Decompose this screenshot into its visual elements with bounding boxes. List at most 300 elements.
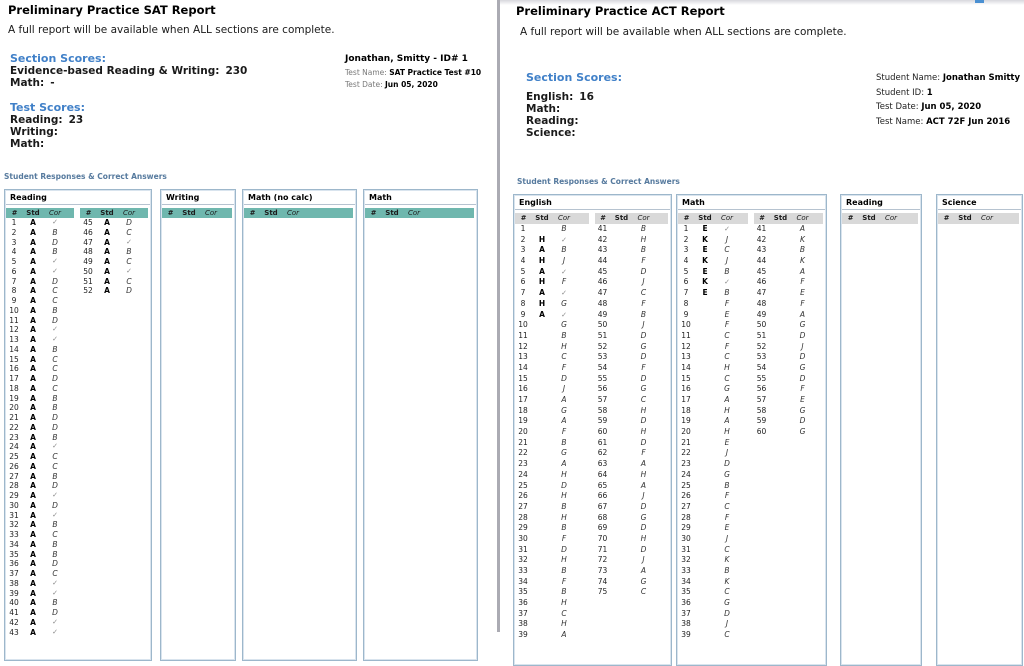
- correct-answer: C: [724, 501, 730, 511]
- correct-answer: D: [799, 373, 806, 383]
- student-answer: E: [702, 288, 708, 298]
- student-answer: A: [30, 559, 36, 569]
- correct-answer: J: [725, 533, 729, 543]
- answer-column-group: [80, 208, 148, 296]
- answer-row: [754, 384, 824, 395]
- answer-row: [754, 363, 824, 374]
- student-answer: [611, 384, 633, 395]
- correct-answer: B: [52, 471, 58, 481]
- question-number: 47: [756, 288, 767, 298]
- answer-row: [595, 587, 669, 598]
- student-answer: [531, 566, 553, 577]
- correct-answer: A: [561, 416, 567, 426]
- correct-answer: J: [725, 448, 729, 458]
- column-header: #: [683, 214, 689, 222]
- sat-report-note: A full report will be available when ALL sections are complete.: [8, 24, 335, 36]
- student-answer: A: [539, 288, 545, 298]
- question-number: 33: [681, 566, 691, 575]
- student-answer: [531, 374, 553, 385]
- table-title: Reading: [6, 191, 150, 205]
- correct-answer: K: [800, 256, 805, 266]
- question-number: 39: [518, 630, 528, 640]
- answer-row: [6, 423, 74, 433]
- answer-row: [678, 513, 748, 524]
- correct-answer: C: [52, 530, 58, 539]
- correct-answer: C: [724, 352, 730, 362]
- question-number: 50: [597, 320, 608, 330]
- column-header: Cor: [286, 209, 300, 217]
- answer-row: [515, 438, 589, 449]
- student-answer: [611, 245, 633, 256]
- column-header: Cor: [204, 209, 218, 217]
- test-name-line: [345, 67, 481, 79]
- answer-row: [595, 256, 669, 267]
- answer-row: [6, 462, 74, 472]
- answer-row: [595, 310, 669, 321]
- question-number: 32: [9, 520, 19, 530]
- student-answer: A: [30, 549, 36, 559]
- correct-answer: D: [640, 523, 647, 533]
- answer-row: [6, 218, 74, 228]
- student-answer: A: [30, 403, 36, 413]
- act-math-table: [676, 194, 827, 666]
- answer-row: [595, 545, 669, 556]
- student-answer: [694, 481, 716, 492]
- correct-answer: J: [801, 341, 804, 351]
- student-answer: A: [30, 491, 36, 500]
- question-number: 6: [11, 266, 17, 276]
- question-number: 60: [756, 427, 767, 437]
- student-answer: [770, 320, 792, 331]
- act-report-title: Preliminary Practice ACT Report: [516, 4, 725, 18]
- sat-test-score-math: [10, 138, 50, 150]
- answer-row: [80, 218, 148, 228]
- table-title: Reading: [842, 196, 920, 210]
- info-value: 1: [926, 87, 933, 98]
- correct-answer: J: [725, 234, 729, 244]
- student-answer: [531, 470, 553, 481]
- question-number: 7: [520, 288, 526, 298]
- question-number: 29: [518, 523, 528, 533]
- student-answer: A: [30, 461, 36, 471]
- student-answer: [694, 609, 716, 620]
- correct-answer: H: [640, 469, 647, 479]
- question-number: 21: [518, 437, 528, 447]
- student-answer: [611, 459, 633, 470]
- sat-test-scores-heading: Test Scores:: [10, 101, 85, 114]
- column-header-row: [678, 213, 748, 224]
- answer-row: [754, 288, 824, 299]
- correct-answer: B: [799, 245, 806, 255]
- answer-row: [6, 238, 74, 248]
- correct-answer: D: [52, 608, 58, 617]
- student-answer: A: [30, 296, 36, 305]
- question-number: 24: [9, 442, 19, 452]
- student-answer: [531, 384, 553, 395]
- answer-row: [595, 577, 669, 588]
- answer-row: [595, 502, 669, 513]
- student-answer: K: [702, 256, 708, 266]
- answer-row: [515, 513, 589, 524]
- question-number: 28: [9, 481, 19, 491]
- answer-row: [595, 331, 669, 342]
- student-answer: A: [30, 481, 36, 491]
- correct-answer: ✓: [724, 225, 730, 233]
- question-number: 16: [681, 384, 691, 394]
- question-number: 49: [83, 257, 93, 266]
- answer-row: [6, 501, 74, 511]
- column-header: #: [600, 214, 605, 222]
- answer-row: [678, 374, 748, 385]
- answer-row: [80, 228, 148, 238]
- question-number: 70: [597, 533, 608, 543]
- correct-answer: A: [561, 395, 567, 404]
- correct-answer: C: [52, 296, 58, 305]
- question-number: 46: [597, 277, 608, 287]
- correct-answer: D: [561, 373, 567, 383]
- score-label: Science:: [526, 127, 576, 139]
- student-answer: [611, 224, 633, 235]
- question-number: 25: [518, 480, 528, 490]
- student-answer: [694, 502, 716, 513]
- question-number: 51: [756, 330, 767, 340]
- question-number: 42: [756, 234, 767, 244]
- student-answer: A: [30, 374, 36, 383]
- answer-column-group: [754, 213, 824, 438]
- question-number: 5: [683, 266, 689, 276]
- student-answer: [611, 555, 633, 566]
- score-value: 16: [579, 91, 594, 103]
- question-number: 54: [756, 362, 767, 372]
- answer-row: [595, 481, 669, 492]
- student-answer: A: [30, 432, 36, 442]
- correct-answer: H: [561, 555, 567, 565]
- student-answer: [531, 481, 553, 492]
- student-answer: [694, 331, 716, 342]
- student-answer: [694, 513, 716, 524]
- answer-row: [6, 589, 74, 599]
- question-number: 7: [683, 288, 689, 298]
- answer-row: [6, 608, 74, 618]
- answer-row: [515, 342, 589, 353]
- answer-row: [515, 598, 589, 609]
- act-score-science: [526, 127, 582, 139]
- student-answer: A: [30, 500, 36, 510]
- correct-answer: H: [561, 598, 567, 608]
- correct-answer: B: [561, 245, 567, 255]
- student-answer: A: [30, 364, 36, 374]
- student-answer: [694, 577, 716, 588]
- correct-answer: B: [52, 393, 58, 403]
- answer-row: [754, 310, 824, 321]
- correct-answer: B: [724, 288, 730, 298]
- correct-answer: E: [724, 309, 730, 319]
- answer-row: [595, 384, 669, 395]
- answer-row: [754, 277, 824, 288]
- question-number: 23: [518, 459, 528, 469]
- question-number: 74: [597, 576, 608, 586]
- table-title: Math: [365, 191, 476, 205]
- correct-answer: D: [640, 330, 647, 340]
- question-number: 9: [11, 296, 17, 305]
- column-header: #: [85, 209, 91, 217]
- correct-answer: D: [640, 437, 647, 447]
- question-number: 41: [756, 224, 767, 233]
- table-title: Math (no calc): [244, 191, 355, 205]
- answer-row: [678, 352, 748, 363]
- student-answer: [770, 267, 792, 278]
- student-answer: [531, 224, 553, 235]
- question-number: 16: [9, 364, 19, 374]
- answer-row: [515, 481, 589, 492]
- answer-row: [754, 395, 824, 406]
- correct-answer: F: [641, 448, 646, 458]
- answer-row: [6, 286, 74, 296]
- correct-answer: G: [640, 576, 647, 586]
- question-number: 2: [11, 227, 17, 237]
- correct-answer: J: [725, 256, 729, 266]
- answer-column-group: [162, 208, 232, 218]
- column-header: Cor: [122, 209, 136, 217]
- act-science-table: [936, 194, 1023, 666]
- score-label: Reading:: [10, 114, 63, 126]
- question-number: 59: [756, 416, 767, 426]
- answer-row: [754, 256, 824, 267]
- answer-row: [80, 238, 148, 248]
- correct-answer: H: [724, 405, 730, 415]
- student-answer: [611, 277, 633, 288]
- answer-row: [6, 579, 74, 589]
- question-number: 4: [11, 247, 17, 257]
- answer-row: [6, 413, 74, 423]
- correct-answer: B: [561, 501, 567, 511]
- answer-row: [515, 374, 589, 385]
- question-number: 66: [597, 491, 608, 501]
- answer-row: [678, 470, 748, 481]
- question-number: 13: [681, 352, 691, 362]
- correct-answer: D: [52, 481, 58, 491]
- correct-answer: B: [561, 566, 567, 575]
- student-answer: [694, 491, 716, 502]
- correct-answer: D: [640, 266, 647, 276]
- student-answer: [611, 331, 633, 342]
- student-answer: [694, 352, 716, 363]
- student-answer: [611, 320, 633, 331]
- info-value: Jonathan Smitty: [942, 73, 1021, 83]
- student-answer: [770, 363, 792, 374]
- question-number: 29: [681, 523, 691, 533]
- correct-answer: J: [642, 277, 645, 287]
- question-number: 31: [518, 544, 528, 554]
- question-number: 16: [518, 384, 528, 394]
- student-answer: A: [104, 237, 110, 247]
- answer-row: [678, 384, 748, 395]
- question-number: 38: [9, 578, 19, 588]
- student-answer: [694, 406, 716, 417]
- question-number: 19: [681, 416, 691, 426]
- student-answer: [694, 534, 716, 545]
- correct-answer: F: [641, 298, 646, 308]
- question-number: 18: [681, 405, 691, 415]
- info-value: ACT 72F Jun 2016: [926, 116, 1011, 127]
- question-number: 37: [9, 569, 19, 578]
- correct-answer: E: [800, 395, 805, 404]
- student-answer: [611, 299, 633, 310]
- correct-answer: A: [724, 395, 730, 404]
- answer-row: [754, 320, 824, 331]
- student-answer: [531, 438, 553, 449]
- answer-row: [6, 520, 74, 530]
- question-number: 27: [518, 501, 528, 511]
- act-responses-heading: Student Responses & Correct Answers: [517, 177, 680, 186]
- question-number: 57: [756, 395, 767, 404]
- correct-answer: G: [799, 427, 806, 437]
- correct-answer: A: [561, 630, 567, 640]
- question-number: 62: [597, 448, 608, 458]
- answer-row: [6, 384, 74, 394]
- answer-row: [595, 534, 669, 545]
- correct-answer: ✓: [52, 491, 58, 499]
- student-answer: [770, 245, 792, 256]
- student-answer: [611, 256, 633, 267]
- student-answer: [611, 502, 633, 513]
- student-answer: [611, 416, 633, 427]
- question-number: 56: [597, 384, 608, 394]
- student-answer: [694, 384, 716, 395]
- answer-row: [515, 502, 589, 513]
- correct-answer: B: [52, 549, 58, 559]
- correct-answer: C: [561, 352, 567, 362]
- correct-answer: G: [640, 384, 647, 394]
- question-number: 55: [756, 373, 767, 383]
- answer-row: [6, 335, 74, 345]
- column-header: Std: [958, 214, 972, 222]
- column-header-row: [595, 213, 669, 224]
- answer-row: [6, 618, 74, 628]
- answer-row: [595, 267, 669, 278]
- answer-row: [754, 331, 824, 342]
- correct-answer: D: [561, 480, 567, 490]
- answer-row: [595, 224, 669, 235]
- correct-answer: ✓: [52, 325, 58, 334]
- correct-answer: C: [561, 608, 567, 618]
- answer-row: [595, 342, 669, 353]
- student-answer: A: [30, 218, 36, 227]
- score-label: Math:: [10, 77, 45, 89]
- test-date-line: [876, 100, 1020, 115]
- student-answer: E: [702, 266, 708, 276]
- answer-row: [678, 587, 748, 598]
- answer-row: [678, 395, 748, 406]
- student-name: Jonathan, Smitty - ID# 1: [345, 54, 468, 64]
- student-answer: A: [30, 452, 36, 461]
- score-label: English:: [526, 91, 574, 103]
- answer-row: [515, 395, 589, 406]
- question-number: 67: [597, 501, 608, 511]
- score-value: 23: [68, 114, 84, 126]
- correct-answer: C: [724, 587, 730, 597]
- correct-answer: D: [52, 237, 58, 247]
- student-answer: [694, 299, 716, 310]
- question-number: 29: [9, 491, 19, 500]
- table-title: Writing: [162, 191, 234, 205]
- correct-answer: G: [724, 469, 730, 479]
- student-answer: K: [702, 277, 708, 287]
- correct-answer: D: [799, 352, 806, 362]
- column-header-row: [244, 208, 353, 218]
- student-answer: A: [30, 471, 36, 481]
- question-number: 69: [597, 523, 608, 533]
- question-number: 58: [597, 405, 608, 415]
- correct-answer: G: [640, 341, 647, 351]
- correct-answer: H: [561, 341, 567, 351]
- student-answer: [531, 609, 553, 620]
- question-number: 51: [83, 276, 93, 286]
- correct-answer: B: [724, 266, 730, 276]
- question-number: 37: [681, 608, 691, 618]
- answer-row: [595, 395, 669, 406]
- correct-answer: F: [800, 384, 805, 394]
- answer-row: [595, 374, 669, 385]
- answer-row: [595, 245, 669, 256]
- sat-test-score-reading: [10, 114, 83, 126]
- column-header: Cor: [884, 214, 898, 222]
- answer-row: [6, 569, 74, 579]
- correct-answer: K: [724, 576, 730, 586]
- correct-answer: A: [799, 309, 806, 319]
- answer-row: [6, 257, 74, 267]
- answer-row: [678, 619, 748, 630]
- question-number: 40: [9, 598, 19, 608]
- student-answer: [611, 587, 633, 598]
- correct-answer: G: [799, 405, 806, 415]
- question-number: 10: [681, 320, 691, 330]
- correct-answer: D: [799, 416, 806, 426]
- answer-row: [678, 598, 748, 609]
- answer-row: [6, 442, 74, 452]
- correct-answer: H: [724, 362, 730, 372]
- student-answer: [531, 342, 553, 353]
- correct-answer: D: [52, 374, 58, 383]
- question-number: 25: [681, 480, 691, 490]
- question-number: 9: [520, 309, 526, 319]
- question-number: 22: [9, 422, 19, 432]
- answer-row: [754, 299, 824, 310]
- test-name-label: Test Name:: [345, 68, 387, 77]
- student-answer: [611, 545, 633, 556]
- question-number: 18: [9, 383, 19, 393]
- question-number: 43: [9, 627, 19, 637]
- question-number: 13: [518, 352, 528, 362]
- question-number: 34: [518, 576, 528, 586]
- student-answer: [611, 363, 633, 374]
- student-answer: A: [30, 315, 36, 325]
- question-number: 34: [9, 539, 19, 549]
- column-header: Cor: [557, 214, 571, 222]
- column-header: #: [759, 214, 764, 222]
- answer-row: [515, 587, 589, 598]
- question-number: 52: [83, 286, 93, 296]
- correct-answer: F: [561, 576, 567, 586]
- student-answer: [611, 534, 633, 545]
- question-number: 18: [518, 405, 528, 415]
- correct-answer: ✓: [126, 237, 132, 246]
- student-answer: [770, 384, 792, 395]
- question-number: 63: [597, 459, 608, 469]
- answer-row: [515, 555, 589, 566]
- column-header: Std: [773, 214, 788, 222]
- student-answer: [694, 555, 716, 566]
